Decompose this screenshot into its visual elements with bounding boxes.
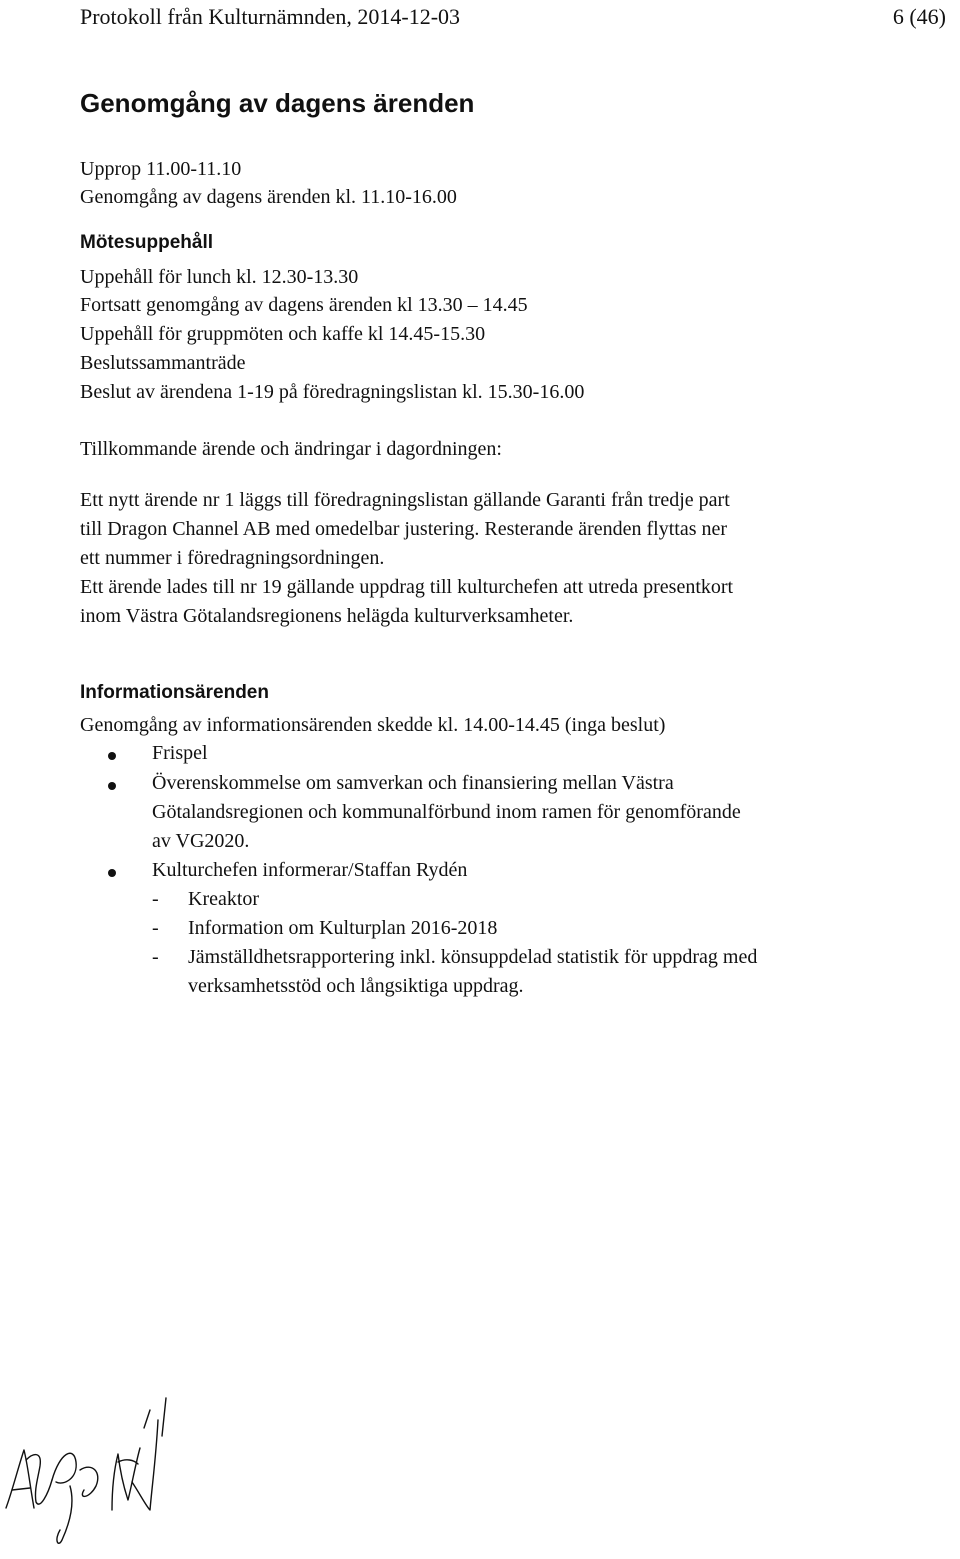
changes-line: Ett nytt ärende nr 1 läggs till föredragningslistan gällande Garanti från tredje part: [80, 489, 730, 511]
schedule-line: Genomgång av dagens ärenden kl. 11.10-16.00: [80, 186, 457, 208]
sub-item: Kreaktor: [188, 888, 260, 910]
schedule-line: Upprop 11.00-11.10: [80, 158, 242, 180]
break-line: Uppehåll för gruppmöten och kaffe kl 14.45-15.30: [80, 323, 486, 345]
bullet-item-continuation: Götalandsregionen och kommunalförbund inom ramen för genomförande: [152, 801, 741, 823]
bullet-dot-icon: [108, 869, 116, 877]
subheading-motesuppehall: Mötesuppehåll: [80, 232, 214, 253]
break-line: Beslutssammanträde: [80, 352, 246, 374]
subheading-informationsarenden: Informationsärenden: [80, 682, 269, 703]
sub-item-continuation: verksamhetsstöd och långsiktiga uppdrag.: [188, 975, 524, 997]
sub-item: Information om Kulturplan 2016-2018: [188, 917, 498, 939]
bullet-dot-icon: [108, 752, 116, 760]
bullet-dot-icon: [108, 782, 116, 790]
changes-line: till Dragon Channel AB med omedelbar justering. Resterande ärenden flyttas ner: [80, 518, 728, 540]
info-intro: Genomgång av informationsärenden skedde kl. 14.00-14.45 (inga beslut): [80, 714, 666, 736]
changes-line: Ett ärende lades till nr 19 gällande uppdrag till kulturchefen att utreda presentkort: [80, 576, 734, 598]
break-line: Beslut av ärendena 1-19 på föredragningslistan kl. 15.30-16.00: [80, 381, 585, 403]
bullet-item-continuation: av VG2020.: [152, 830, 250, 852]
changes-line: inom Västra Götalandsregionens helägda kulturverksamheter.: [80, 605, 574, 627]
dash-icon: -: [152, 946, 159, 968]
section-heading: Genomgång av dagens ärenden: [80, 88, 475, 118]
bullet-item: Frispel: [152, 742, 208, 764]
dash-icon: -: [152, 888, 159, 910]
changes-intro: Tillkommande ärende och ändringar i dagordningen:: [80, 438, 502, 460]
sub-item: Jämställdhetsrapportering inkl. könsuppdelad statistik för uppdrag med: [188, 946, 758, 968]
changes-line: ett nummer i föredragningsordningen.: [80, 547, 385, 569]
break-line: Uppehåll för lunch kl. 12.30-13.30: [80, 266, 359, 288]
bullet-item: Kulturchefen informerar/Staffan Rydén: [152, 859, 468, 881]
bullet-item: Överenskommelse om samverkan och finansiering mellan Västra: [152, 772, 674, 794]
dash-icon: -: [152, 917, 159, 939]
break-line: Fortsatt genomgång av dagens ärenden kl 13.30 – 14.45: [80, 294, 528, 316]
handwritten-initials-signature: [0, 1390, 200, 1550]
document-header-title: Protokoll från Kulturnämnden, 2014-12-03: [80, 4, 461, 29]
page-number: 6 (46): [892, 4, 946, 29]
